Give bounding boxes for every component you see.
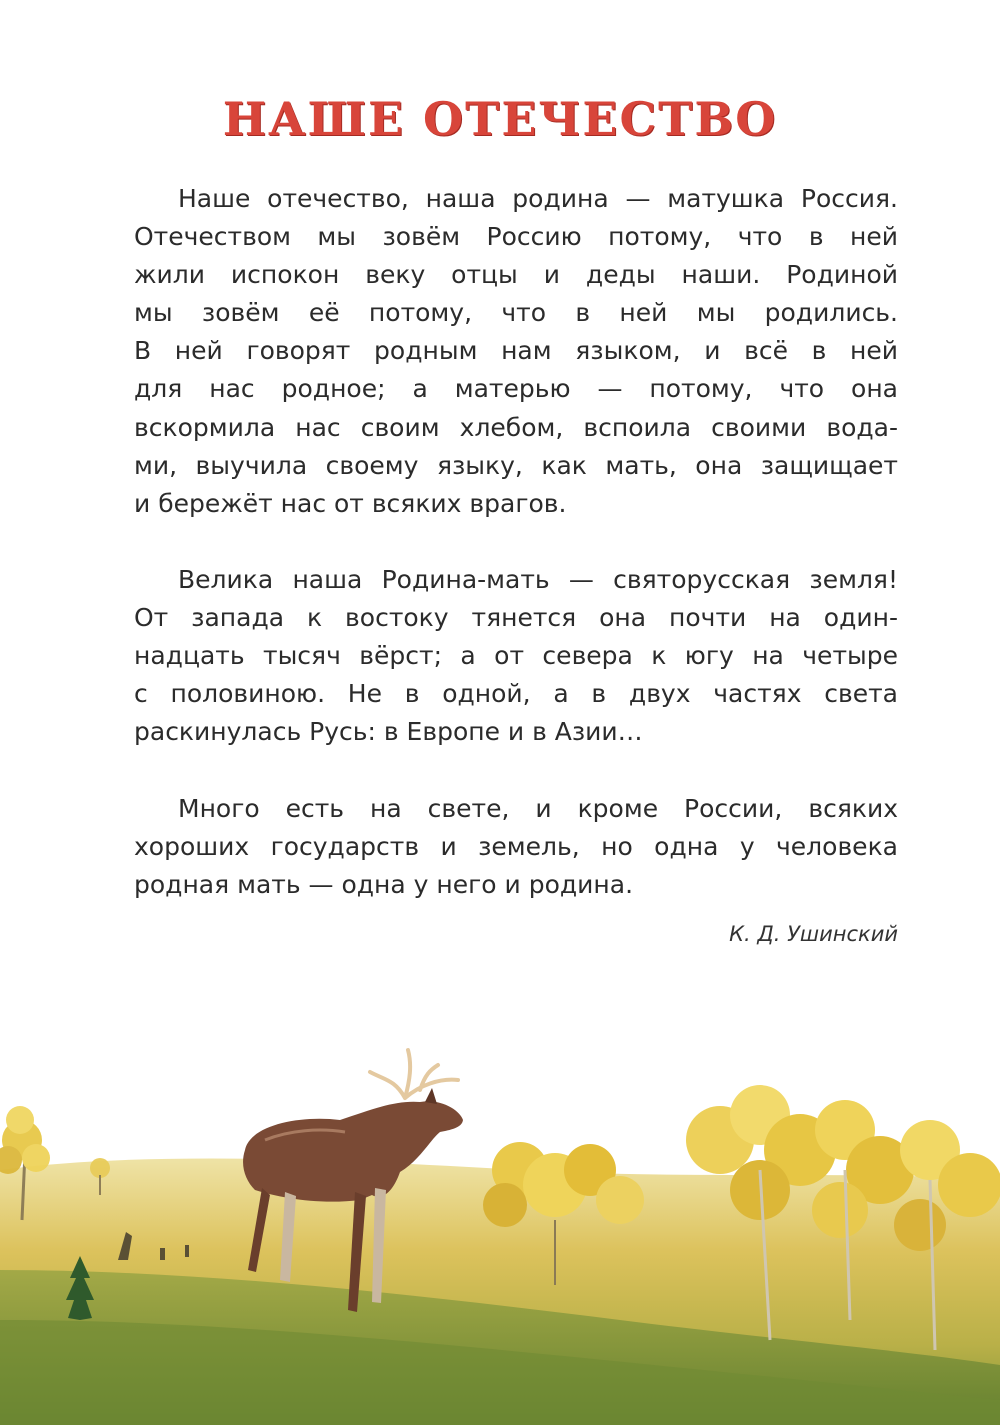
author-signature: К. Д. Ушинский: [729, 922, 898, 946]
text-line: надцать тысяч вёрст; а от севера к югу на четыре: [134, 641, 898, 671]
text-line: вскормила нас своим хлебом, вспоила своими вода-: [134, 412, 898, 442]
text-line: Велика наша Родина-мать — святорусская земля!: [178, 565, 898, 594]
text-line: В ней говорят родным нам языком, и всё в ней: [134, 336, 898, 366]
text-line: Много есть на свете, и кроме России, всяких: [178, 794, 898, 823]
text-line: Наше отечество, наша родина — матушка Россия.: [178, 184, 898, 213]
text-line: и бережёт нас от всяких врагов.: [134, 488, 567, 518]
paragraph-3: [134, 790, 898, 904]
text-line: хороших государств и земель, но одна у человека: [134, 832, 898, 862]
text-line: родная мать — одна у него и родина.: [134, 870, 634, 900]
text-line: раскинулась Русь: в Европе и в Азии…: [134, 717, 643, 747]
text-line: жили испокон веку отцы и деды наши. Родиной: [134, 260, 898, 290]
text-line: От запада к востоку тянется она почти на один-: [134, 603, 898, 633]
text-line: ми, выучила своему языку, как мать, она защищает: [134, 450, 898, 480]
text-line: мы зовём её потому, что в ней мы родились.: [134, 298, 898, 328]
paragraph-1: [134, 180, 898, 523]
text-line: для нас родное; а матерью — потому, что она: [134, 374, 898, 404]
text-line: с половиною. Не в одной, а в двух частях света: [134, 679, 898, 709]
landscape-illustration: [0, 1020, 1000, 1425]
page-title: НАШЕ ОТЕЧЕСТВО: [222, 92, 778, 146]
paragraph-2: [134, 561, 898, 751]
text-line: Отечеством мы зовём Россию потому, что в ней: [134, 222, 898, 252]
